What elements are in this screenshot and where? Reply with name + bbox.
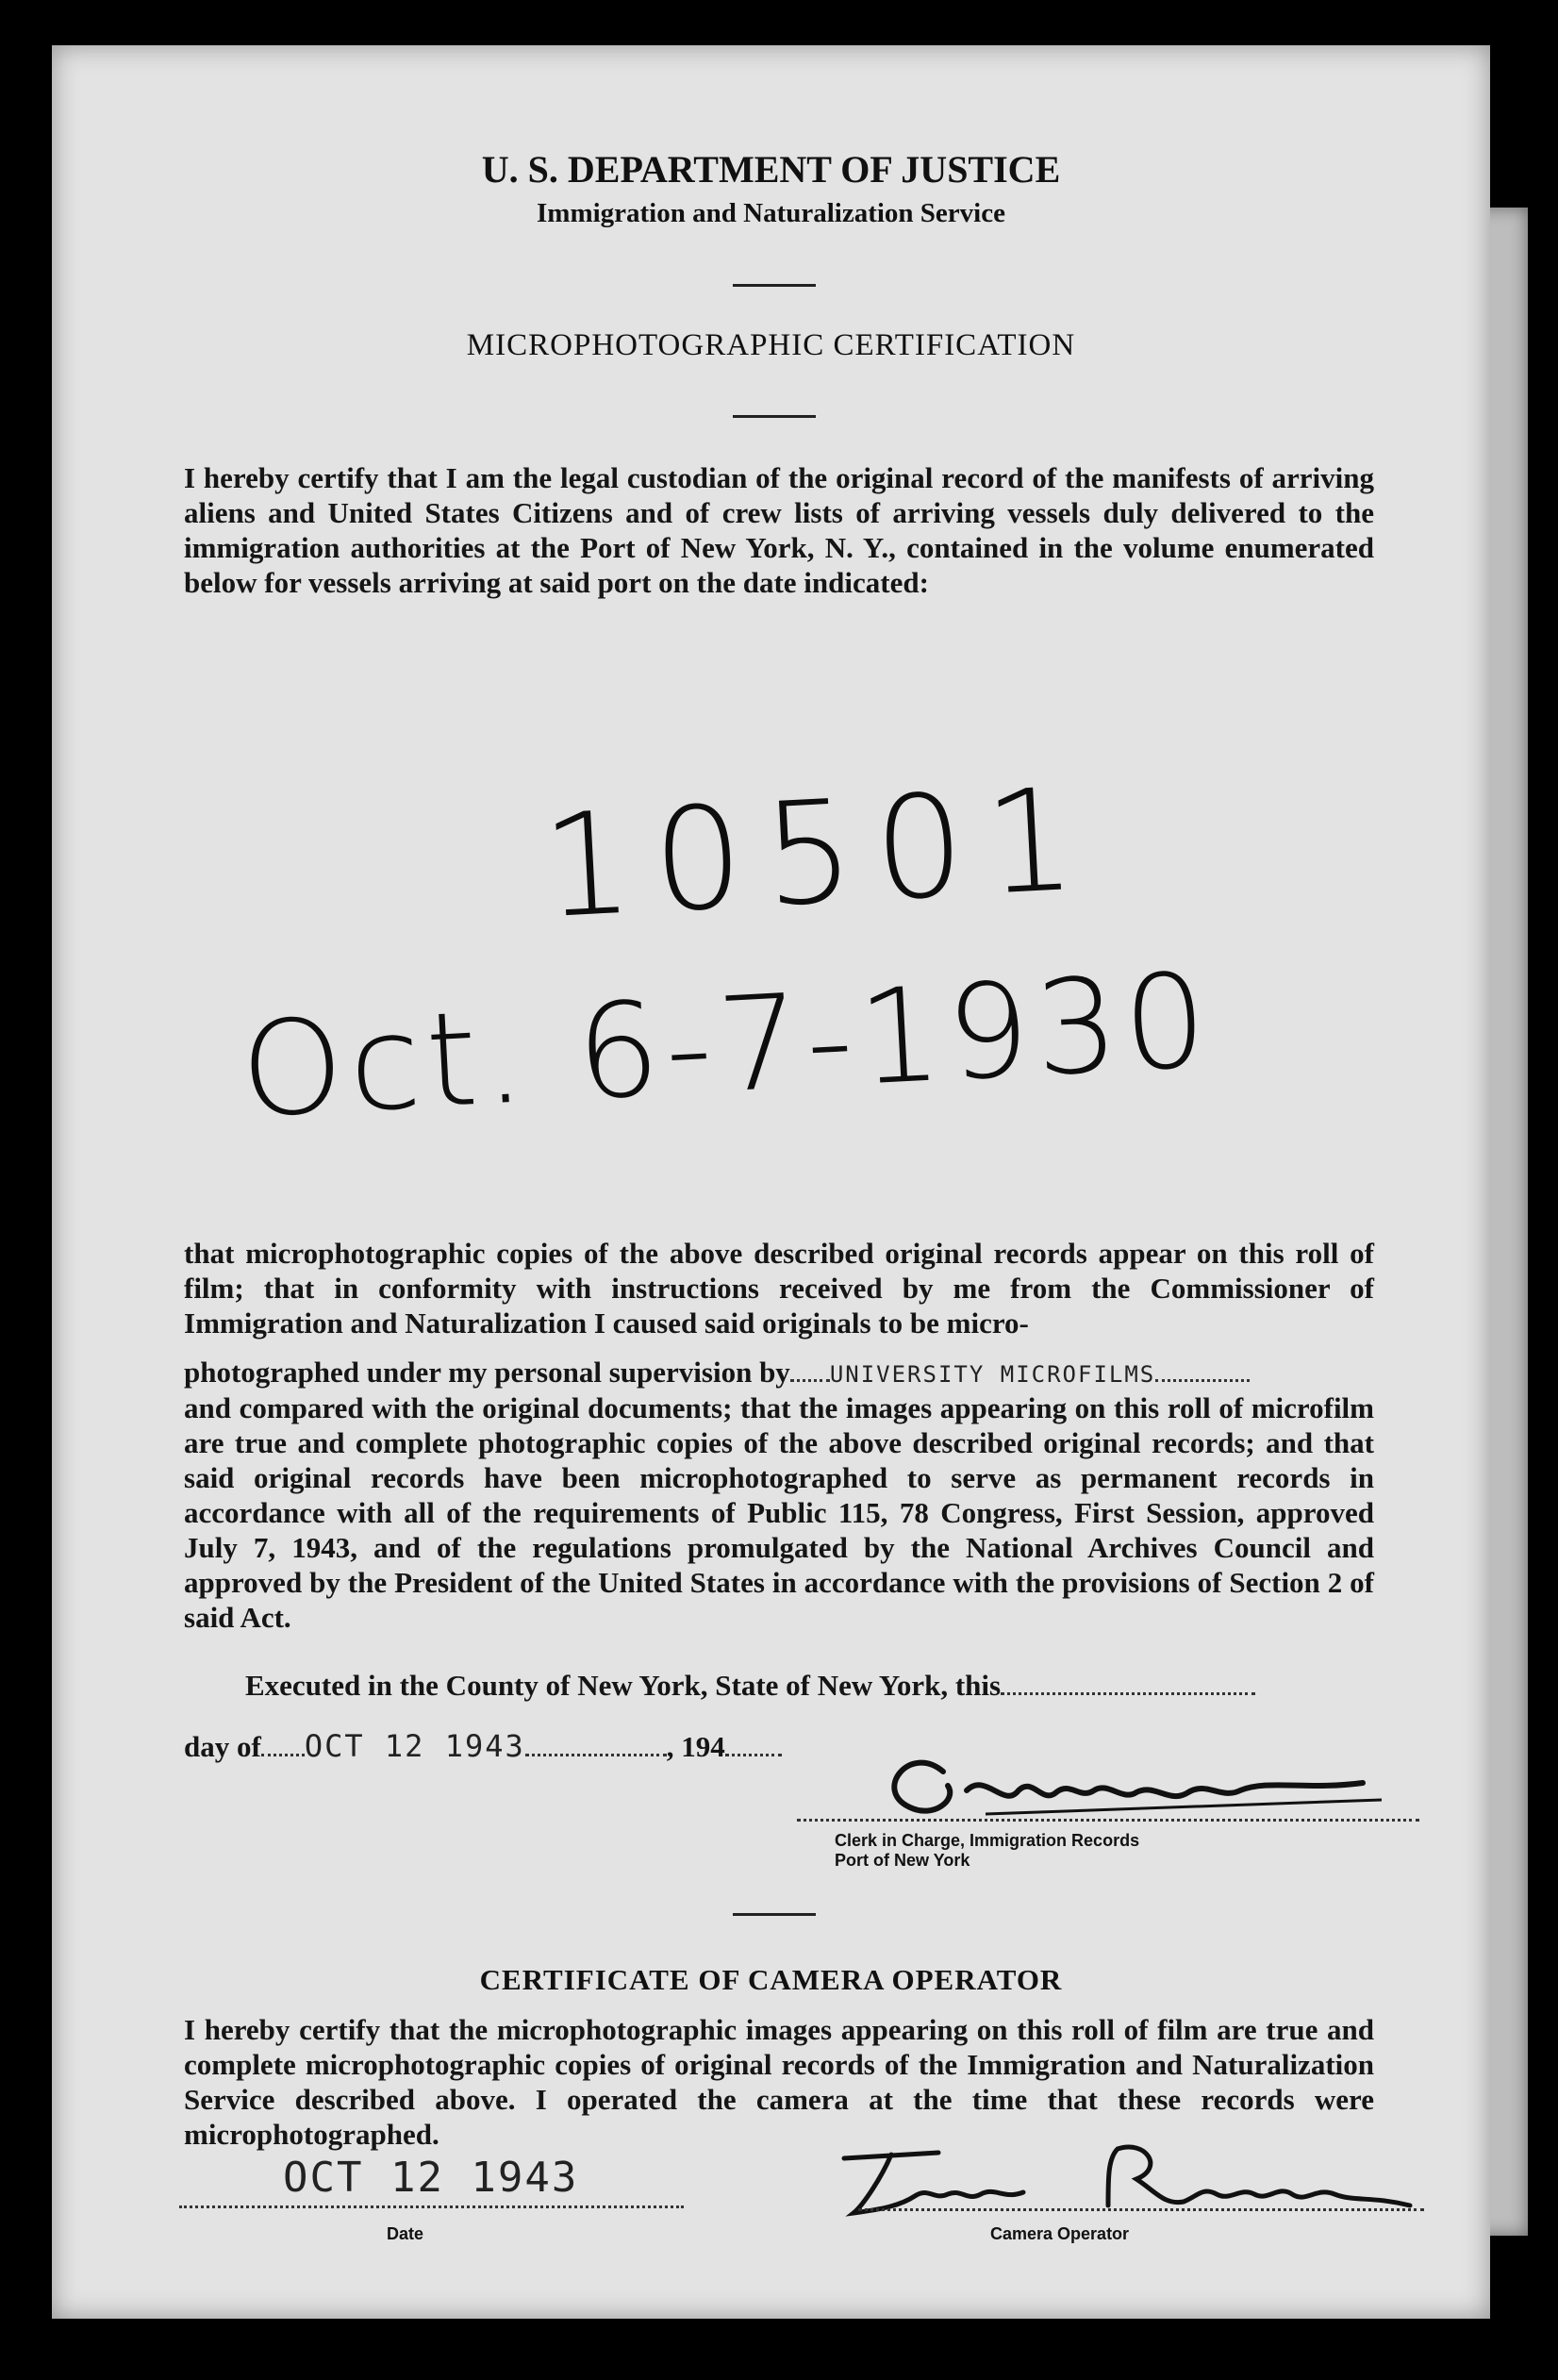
divider-camera [733, 1913, 816, 1916]
supervision-line [184, 1355, 1374, 1390]
supervision-prefix: photographed under my personal supervision by [184, 1356, 790, 1389]
execution-date-stamp: OCT 12 1943 [304, 1728, 525, 1764]
department-title: U. S. DEPARTMENT OF JUSTICE [481, 148, 1061, 191]
execution-line [245, 1668, 1255, 1703]
service-subtitle: Immigration and Naturalization Service [537, 198, 1005, 228]
camera-date-stamp: OCT 12 1943 [283, 2154, 579, 2202]
day-of-line [184, 1728, 782, 1764]
day-of-label: day of [184, 1730, 261, 1763]
body-paragraph-part1: that microphotographic copies of the above described original records appear on this roll of film; that in conformity with instructions received by me from the Commissioner of Immigration and Naturalization I caused said originals to be micro- [184, 1237, 1374, 1340]
date-line [179, 2205, 684, 2208]
dotted-leader [725, 1729, 782, 1756]
dotted-leader [790, 1355, 830, 1382]
dotted-leader [525, 1729, 667, 1756]
camera-paragraph: I hereby certify that the microphotographic images appearing on this roll of film are true and complete microphotographic copies of original records of the Immigration and Naturalization Service described above. I operated the camera at the time that these records were microphotographed. [184, 2013, 1374, 2151]
divider-second [733, 415, 816, 418]
camera-operator-signature [825, 2139, 1438, 2224]
divider-top [733, 284, 816, 287]
camera-operator-heading: CERTIFICATE OF CAMERA OPERATOR [479, 1963, 1063, 1996]
dotted-leader [1155, 1355, 1250, 1382]
camera-operator-line [858, 2208, 1424, 2211]
date-label: Date [387, 2224, 424, 2243]
clerk-signature-line [797, 1819, 1419, 1822]
intro-paragraph: I hereby certify that I am the legal custodian of the original record of the manifests of arriving aliens and United States Citizens and of crew lists of arriving vessels duly delivered to the immigration authorities at the Port of New York, N. Y., contained in the volume enumerated below for vessels arriving at said port on the date indicated: [184, 461, 1374, 599]
camera-operator-label: Camera Operator [990, 2224, 1130, 2243]
year-prefix: , 194 [666, 1730, 725, 1763]
dotted-leader [261, 1729, 305, 1756]
execution-text: Executed in the County of New York, State of New York, this [245, 1669, 1002, 1702]
clerk-title-line1: Clerk in Charge, Immigration Records [835, 1831, 1140, 1850]
handwritten-date: Oct. 6-7-1930 [237, 944, 1217, 1147]
handwritten-volume-number: 10501 [538, 757, 1101, 951]
clerk-signature [854, 1734, 1438, 1838]
certification-heading: MICROPHOTOGRAPHIC CERTIFICATION [466, 328, 1076, 362]
body-paragraph-part2: and compared with the original documents; that the images appearing on this roll of microfilm are true and complete photographic copies of the above described original records; and that said original records have been microphotographed to serve as permanent records in accordance with all of the requirements of Public 115, 78 Congress, First Session, approved July 7, 1943, and of the regulations promulgated by the National Archives Council and approved by the President of the United States in accordance with the provisions of Section 2 of said Act. [184, 1391, 1374, 1634]
dotted-leader [1001, 1668, 1255, 1695]
clerk-title [835, 1831, 1139, 1871]
certificate-page [52, 45, 1490, 2319]
clerk-title-line2: Port of New York [835, 1851, 970, 1870]
supervisor-stamp: UNIVERSITY MICROFILMS [829, 1361, 1156, 1388]
